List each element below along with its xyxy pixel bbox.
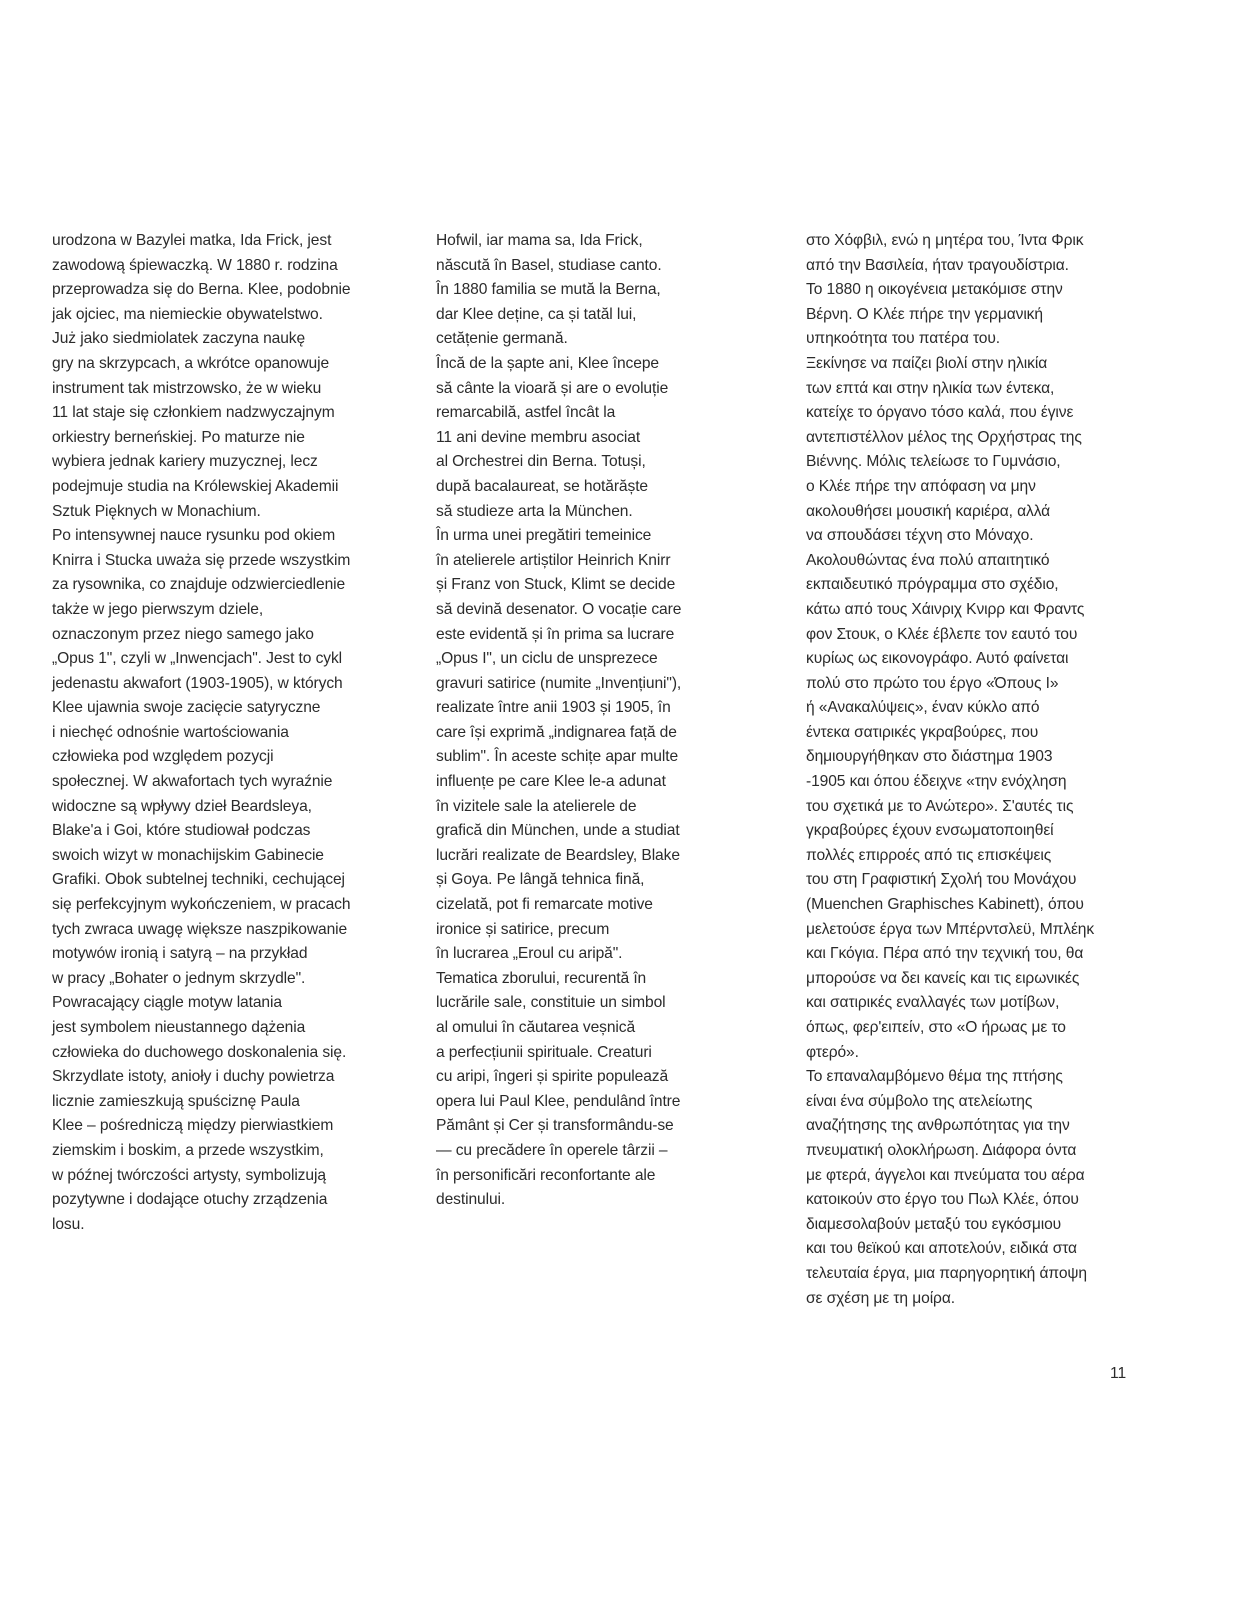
text-line: losu. [52,1215,85,1233]
text-line: grafică din München, unde a studiat [436,822,680,840]
text-line: în vizitele sale la atelierele de [436,797,637,815]
text-line: των επτά και στην ηλικία των έντεκα, [806,379,1055,397]
text-line: după bacalaureat, se hotărăște [436,477,649,495]
text-line: (Muenchen Graphisches Kabinett), όπου [806,896,1084,914]
text-line: πνευματική ολοκλήρωση. Διάφορα όντα [806,1141,1077,1159]
text-line: -1905 και όπου έδειχνε «την ενόχληση [806,773,1067,791]
text-line: cetățenie germană. [436,330,568,348]
text-line: Ακολουθώντας ένα πολύ απαιτητικό [806,551,1050,569]
text-line: cizelată, pot fi remarcate motive [436,896,653,914]
text-line: și Goya. Pe lângă tehnica fină, [436,871,645,889]
text-line: przeprowadza się do Berna. Klee, podobnie [52,281,351,299]
text-line: μπορούσε να δει κανείς και τις ειρωνικές [806,969,1080,987]
text-line: Το 1880 η οικογένεια μετακόμισε στην [806,281,1063,299]
text-line: a perfecțiunii spirituale. Creaturi [436,1043,652,1061]
text-line: κυρίως ως εικονογράφο. Αυτό φαίνεται [806,650,1069,668]
text-line: Grafiki. Obok subtelnej techniki, cechującej [52,871,345,889]
text-line: ο Κλέε πήρε την απόφαση να μην [806,477,1036,495]
text-line: „Opus I", un ciclu de unsprezece [436,650,658,668]
text-line: Skrzydlate istoty, anioły i duchy powietrza [52,1068,335,1086]
text-line: człowieka do duchowego doskonalenia się. [52,1043,347,1061]
greek-text-column [806,229,1146,1311]
text-line: με φτερά, άγγελοι και πνεύματα του αέρα [806,1166,1085,1184]
text-line: się perfekcyjnym wykończeniem, w pracach [52,896,351,914]
text-line: lucrări realizate de Beardsley, Blake [436,846,680,864]
text-line: oznaczonym przez niego samego jako [52,625,314,643]
text-line: al omului în căutarea veșnică [436,1019,636,1036]
text-line: και του θεϊκού και αποτελούν, ειδικά στα [806,1240,1077,1258]
text-line: αναζήτησης της ανθρωπότητας για την [806,1117,1070,1135]
text-line: του στη Γραφιστική Σχολή του Μονάχου [806,871,1077,889]
text-line: licznie zamieszkują spuściznę Paula [52,1092,300,1110]
text-line: człowieka pod względem pozycji [52,748,274,766]
text-line: care își exprimă „indignarea față de [436,723,677,741]
text-line: του σχετικά με το Ανώτερο». Σ'αυτές τις [806,797,1074,815]
text-line: să devină desenator. O vocație care [436,600,682,618]
text-line: Już jako siedmiolatek zaczyna naukę [52,330,306,348]
text-line: στο Χόφβιλ, ενώ η μητέρα του, Ίντα Φρικ [806,232,1084,249]
page-number: 11 [1110,1365,1127,1382]
text-line: motywów ironią i satyrą – na przykład [52,945,308,963]
text-line: να σπουδάσει τέχνη στο Μόναχο. [806,527,1034,545]
text-line: și Franz von Stuck, Klimt se decide [436,576,676,594]
text-line: ή «Ανακαλύψεις», έναν κύκλο από [806,699,1040,717]
text-line: „Opus 1", czyli w „Inwencjach". Jest to cykl [52,650,343,668]
text-line: Βέρνη. Ο Κλέε πήρε την γερμανική [806,305,1043,323]
text-line: za rysownika, co znajduje odzwierciedlenie [52,576,346,594]
text-line: al Orchestrei din Berna. Totuși, [436,453,646,471]
text-line: φτερό». [806,1043,859,1061]
text-line: În urma unei pregătiri temeinice [436,527,652,545]
text-line: Klee – pośredniczą między pierwiastkiem [52,1117,334,1135]
text-line: μελετούσε έργα των Μπέρντσλεϋ, Μπλέηκ [806,920,1095,938]
text-line: i niechęć odnośnie wartościowania [52,723,289,741]
text-line: ακολουθήσει μουσική καριέρα, αλλά [806,502,1051,520]
text-line: tych zwraca uwagę większe naszpikowanie [52,920,348,938]
text-line: remarcabilă, astfel încât la [436,404,616,422]
text-line: Tematica zborului, recurentă în [436,969,647,987]
text-line: τελευταία έργα, μια παρηγορητική άποψη [806,1264,1087,1282]
text-line: και Γκόγια. Πέρα από την τεχνική του, θα [806,945,1084,963]
text-line: influențe pe care Klee le-a adunat [436,773,666,791]
text-line: gravuri satirice (numite „Invențiuni"), [436,674,682,692]
text-line: społecznej. W akwafortach tych wyraźnie [52,773,333,791]
text-line: Pământ și Cer și transformându-se [436,1117,674,1135]
text-line: w późnej twórczości artysty, symbolizują [52,1166,326,1184]
text-line: instrument tak mistrzowsko, że w wieku [52,379,322,397]
text-line: lucrările sale, constituie un simbol [436,994,666,1012]
text-line: Încă de la șapte ani, Klee începe [436,354,659,372]
text-line: dar Klee deține, ca și tatăl lui, [436,305,637,323]
text-line: în lucrarea „Eroul cu aripă". [436,945,623,963]
text-line: destinului. [436,1191,506,1209]
text-line: wybiera jednak kariery muzycznej, lecz [52,453,318,471]
text-line: podejmuje studia na Królewskiej Akademii [52,477,339,495]
text-line: Hofwil, iar mama sa, Ida Frick, [436,232,643,249]
text-line: opera lui Paul Klee, pendulând între [436,1092,681,1110]
text-line: Blake'a i Goi, które studiował podczas [52,822,311,840]
text-line: κατοικούν στο έργο του Πωλ Κλέε, όπου [806,1191,1079,1209]
text-line: jedenastu akwafort (1903-1905), w których [52,674,343,692]
text-line: σε σχέση με τη μοίρα. [806,1289,955,1307]
text-line: także w jego pierwszym dziele, [52,600,264,618]
text-line: 11 ani devine membru asociat [436,428,641,446]
text-line: urodzona w Bazylei matka, Ida Frick, jest [52,232,332,249]
text-line: Powracający ciągle motyw latania [52,994,282,1012]
text-line: πολύ στο πρώτο του έργο «Όπους Ι» [806,674,1059,692]
text-line: όπως, φερ'ειπείν, στο «Ο ήρωας με το [806,1019,1066,1036]
text-line: και σατιρικές εναλλαγές των μοτίβων, [806,994,1060,1012]
text-line: είναι ένα σύμβολο της ατελείωτης [806,1092,1033,1110]
text-line: Ξεκίνησε να παίζει βιολί στην ηλικία [806,354,1048,372]
text-line: este evidentă și în prima sa lucrare [436,625,675,643]
text-line: γκραβούρες έχουν ενσωματοποιηθεί [806,822,1054,840]
text-line: să studieze arta la München. [436,502,633,520]
text-line: jest symbolem nieustannego dążenia [52,1019,306,1036]
text-line: jak ojciec, ma niemieckie obywatelstwo. [52,305,323,323]
text-line: από την Βασιλεία, ήταν τραγουδίστρια. [806,256,1069,274]
text-line: Sztuk Pięknych w Monachium. [52,502,261,520]
text-line: διαμεσολαβούν μεταξύ του εγκόσμιου [806,1215,1062,1233]
text-line: Knirra i Stucka uważa się przede wszystkim [52,551,351,569]
text-line: sublim". În aceste schițe apar multe [436,748,679,766]
text-line: swoich wizyt w monachijskim Gabinecie [52,846,324,864]
text-line: gry na skrzypcach, a wkrótce opanowuje [52,354,330,372]
text-line: αντεπιστέλλον μέλος της Ορχήστρας της [806,428,1082,446]
text-line: 11 lat staje się członkiem nadzwyczajnym [52,404,335,422]
text-line: În 1880 familia se mută la Berna, [436,281,661,299]
text-line: născută în Basel, studiase canto. [436,256,662,274]
text-line: κάτω από τους Χάινριχ Κνιρρ και Φραντς [806,600,1085,618]
text-line: pozytywne i dodające otuchy zrządzenia [52,1191,328,1209]
text-line: ironice și satirice, precum [436,920,610,938]
text-line: Το επαναλαμβόμενο θέμα της πτήσης [806,1068,1063,1086]
text-line: realizate între anii 1903 și 1905, în [436,699,671,717]
text-line: φον Στουκ, ο Κλέε έβλεπε τον εαυτό του [806,625,1078,643]
text-line: ziemskim i boskim, a przede wszystkim, [52,1141,324,1159]
text-line: în atelierele artiștilor Heinrich Knirr [436,551,671,569]
polish-text-column [52,229,397,1237]
text-line: υπηκοότητα του πατέρα του. [806,330,1001,348]
text-line: εκπαιδευτικό πρόγραμμα στο σχέδιο, [806,576,1059,594]
text-line: κατείχε το όργανο τόσο καλά, που έγινε [806,404,1074,422]
romanian-text-column [436,229,736,1213]
text-line: să cânte la vioară și are o evoluție [436,379,669,397]
text-line: δημιουργήθηκαν στο διάστημα 1903 [806,748,1053,766]
text-line: πολλές επιρροές από τις επισκέψεις [806,846,1052,864]
text-line: în personificări reconfortante ale [436,1166,656,1184]
text-line: w pracy „Bohater o jednym skrzydle". [52,969,306,987]
text-line: widoczne są wpływy dzieł Beardsleya, [52,797,312,815]
text-line: cu aripi, îngeri și spirite populează [436,1068,669,1086]
text-line: — cu precădere în operele târzii – [436,1141,668,1159]
text-line: Klee ujawnia swoje zacięcie satyryczne [52,699,321,717]
text-line: orkiestry berneńskiej. Po maturze nie [52,428,305,446]
text-line: Βιέννης. Μόλις τελείωσε το Γυμνάσιο, [806,453,1061,471]
text-line: έντεκα σατιρικές γκραβούρες, που [806,723,1039,741]
text-line: Po intensywnej nauce rysunku pod okiem [52,527,336,545]
text-line: zawodową śpiewaczką. W 1880 r. rodzina [52,256,338,274]
